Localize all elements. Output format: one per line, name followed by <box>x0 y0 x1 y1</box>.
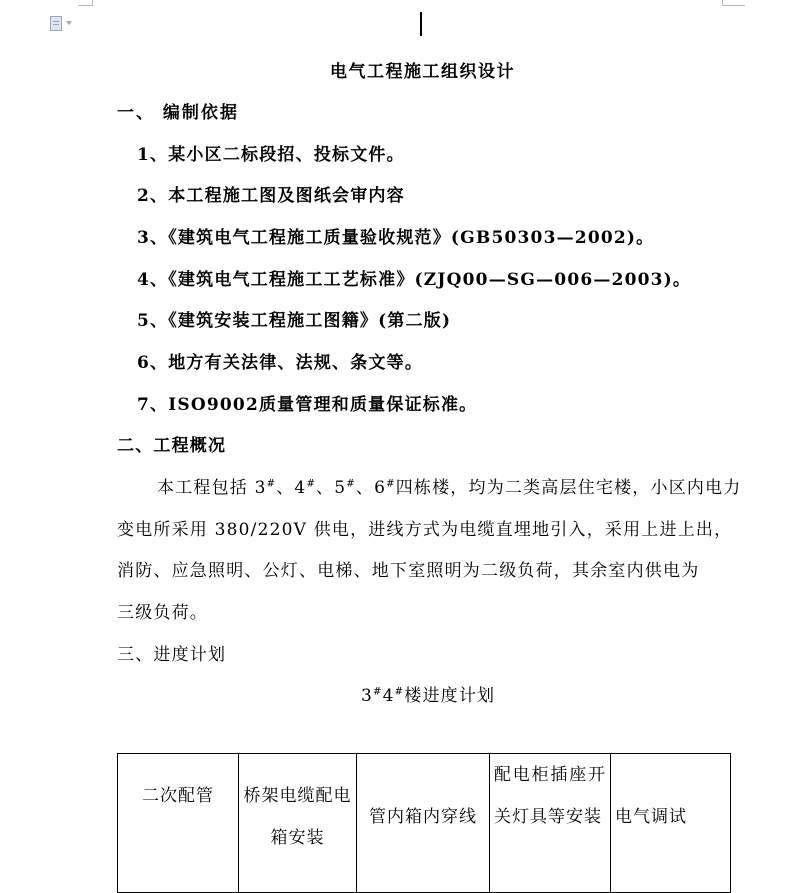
basis-item-7: 7、ISO9002质量管理和质量保证标准。 <box>137 395 478 415</box>
building-number: 3 <box>361 686 374 706</box>
overview-text: 四栋楼，均为二类高层住宅楼，小区内电力 <box>395 478 742 498</box>
building-mark: # <box>394 686 405 698</box>
page-corner-mark-left <box>78 0 93 6</box>
basis-item-3: 3、《建筑电气工程施工质量验收规范》(GB50303—2002)。 <box>137 228 655 248</box>
overview-paragraph-line-3: 消防、应急照明、公灯、电梯、地下室照明为二级负荷，其余室内供电为 <box>117 561 700 581</box>
building-number: 4 <box>382 686 395 706</box>
document-title: 电气工程施工组织设计 <box>330 62 515 82</box>
building-mark: # <box>346 478 356 490</box>
page-corner-mark-right <box>722 0 745 6</box>
basis-item-5: 5、《建筑安装工程施工图籍》(第二版) <box>137 311 452 331</box>
building-mark: # <box>386 478 396 490</box>
building-number: 5 <box>334 478 347 498</box>
separator: 、 <box>276 478 295 498</box>
building-number: 4 <box>294 478 307 498</box>
section2-heading: 二、工程概况 <box>117 436 227 456</box>
separator: 、 <box>355 478 375 498</box>
schedule-table <box>117 753 731 893</box>
table-title-text: 楼进度计划 <box>404 686 496 706</box>
document-menu-button[interactable] <box>50 14 80 32</box>
building-mark: # <box>373 686 383 698</box>
table-row <box>118 754 731 893</box>
building-mark: # <box>306 478 317 490</box>
separator: 、 <box>316 478 335 498</box>
basis-item-1: 1、某小区二标段招、投标文件。 <box>137 145 405 165</box>
table-cell-electrical-testing: 电气调试 <box>611 754 731 893</box>
building-mark: # <box>266 478 277 490</box>
basis-item-2: 2、本工程施工图及图纸会审内容 <box>137 186 405 206</box>
chevron-down-icon <box>66 21 72 25</box>
section3-heading: 三、进度计划 <box>117 645 227 665</box>
table-cell-tray-cable-box: 桥架电缆配电箱安装 <box>239 754 357 893</box>
overview-paragraph-line-1 <box>157 473 742 498</box>
overview-paragraph-line-2: 变电所采用 380/220V 供电，进线方式为电缆直埋地引入，采用上进上出， <box>117 520 733 540</box>
building-number: 6 <box>374 478 387 498</box>
overview-paragraph-line-4: 三级负荷。 <box>117 603 208 623</box>
table-cell-wiring: 管内箱内穿线 <box>357 754 490 893</box>
table-cell-secondary-piping: 二次配管 <box>118 754 239 893</box>
document-icon <box>50 16 62 31</box>
table-cell-fixtures-install: 配电柜插座开关灯具等安装 <box>490 754 611 893</box>
table-title <box>361 681 495 706</box>
text-cursor <box>420 12 422 36</box>
basis-item-6: 6、地方有关法律、法规、条文等。 <box>137 353 424 373</box>
overview-text: 本工程包括 3 <box>157 478 267 498</box>
basis-item-4: 4、《建筑电气工程施工工艺标准》(ZJQ00—SG—006—2003)。 <box>137 270 692 290</box>
section1-heading: 一、 编制依据 <box>117 103 239 123</box>
